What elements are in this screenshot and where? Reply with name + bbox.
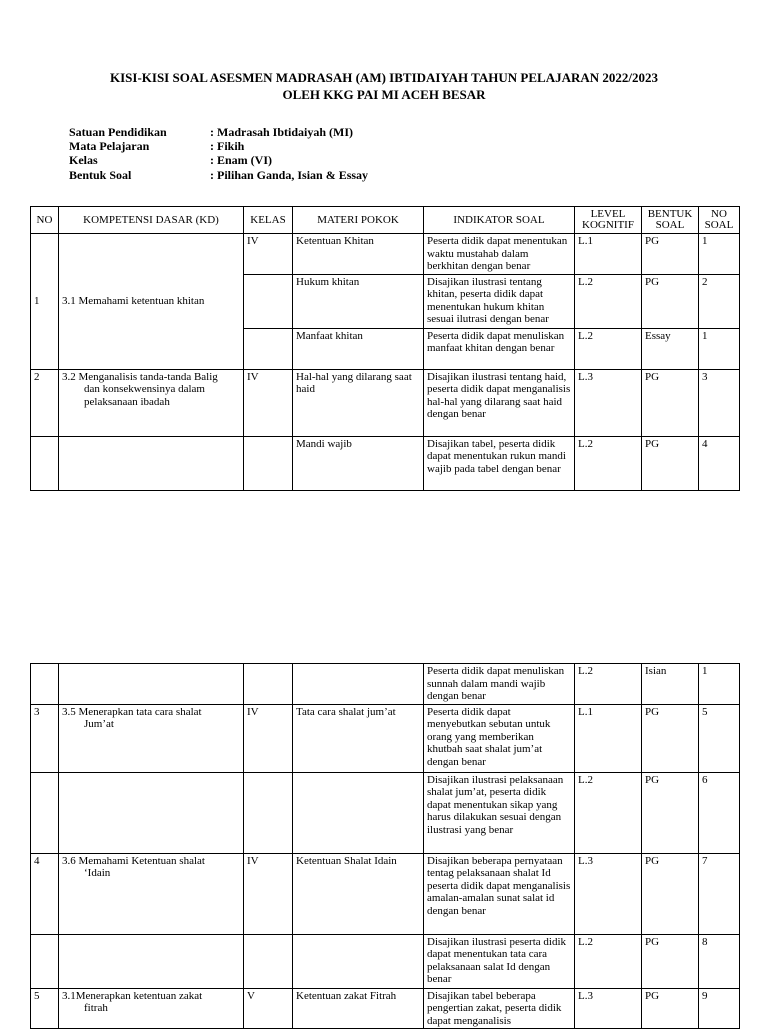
cell-materi: Hal-hal yang dilarang saat haid bbox=[293, 369, 424, 436]
cell-bentuk: Essay bbox=[642, 328, 699, 369]
cell-level: L.2 bbox=[575, 274, 642, 328]
cell-kelas: IV bbox=[244, 853, 293, 934]
cell-level: L.3 bbox=[575, 369, 642, 436]
cell-kelas: IV bbox=[244, 234, 293, 275]
kisi-kisi-table-page2 bbox=[30, 663, 740, 1029]
meta-label-bentuk: Bentuk Soal bbox=[69, 168, 132, 182]
meta-label-satuan: Satuan Pendidikan bbox=[69, 125, 167, 139]
header-indikator: INDIKATOR SOAL bbox=[424, 207, 575, 234]
cell-no: 3 bbox=[31, 704, 59, 772]
cell-materi bbox=[293, 934, 424, 988]
cell-bentuk: PG bbox=[642, 853, 699, 934]
cell-nosoal: 1 bbox=[699, 664, 740, 705]
cell-bentuk: PG bbox=[642, 988, 699, 1029]
meta-label-kelas: Kelas bbox=[69, 153, 98, 167]
cell-materi bbox=[293, 664, 424, 705]
cell-indikator: Disajikan tabel beberapa pengertian zakat, peserta didik dapat menganalisis bbox=[424, 988, 575, 1029]
cell-kelas: IV bbox=[244, 704, 293, 772]
cell-indikator: Disajikan tabel, peserta didik dapat menentukan rukun mandi wajib pada tabel dengan benar bbox=[424, 436, 575, 490]
meta-value-kelas: : Enam (VI) bbox=[210, 153, 272, 167]
cell-bentuk: Isian bbox=[642, 664, 699, 705]
cell-nosoal: 6 bbox=[699, 772, 740, 853]
cell-materi: Manfaat khitan bbox=[293, 328, 424, 369]
cell-indikator: Disajikan ilustrasi tentang khitan, peserta didik dapat menentukan hukum khitan sesuai ilutrasi dengan benar bbox=[424, 274, 575, 328]
table-row bbox=[31, 772, 740, 853]
cell-nosoal: 8 bbox=[699, 934, 740, 988]
cell-indikator: Peserta didik dapat menentukan waktu mustahab dalam berkhitan dengan benar bbox=[424, 234, 575, 275]
cell-kd: 3.1Menerapkan ketentuan zakat fitrah bbox=[59, 988, 244, 1029]
cell-indikator: Disajikan beberapa pernyataan tentag pelaksanaan shalat Id peserta didik dapat menganalisis amalan-amalan sunat salat id dengan benar bbox=[424, 853, 575, 934]
cell-kd: 3.6 Memahami Ketentuan shalat ‘Idain bbox=[59, 853, 244, 934]
table-row bbox=[31, 664, 740, 705]
table-row bbox=[31, 853, 740, 934]
cell-level: L.1 bbox=[575, 704, 642, 772]
cell-no: 5 bbox=[31, 988, 59, 1029]
cell-kelas: IV bbox=[244, 369, 293, 436]
table-row bbox=[31, 234, 740, 275]
cell-kd bbox=[59, 772, 244, 853]
cell-kd bbox=[59, 664, 244, 705]
cell-bentuk: PG bbox=[642, 369, 699, 436]
cell-materi: Tata cara shalat jum’at bbox=[293, 704, 424, 772]
cell-level: L.2 bbox=[575, 328, 642, 369]
cell-nosoal: 4 bbox=[699, 436, 740, 490]
cell-kd bbox=[59, 436, 244, 490]
cell-nosoal: 7 bbox=[699, 853, 740, 934]
cell-bentuk: PG bbox=[642, 772, 699, 853]
cell-indikator: Peserta didik dapat menyebutkan sebutan untuk orang yang memberikan khutbah saat shalat jum’at dengan benar bbox=[424, 704, 575, 772]
cell-bentuk: PG bbox=[642, 704, 699, 772]
cell-kelas bbox=[244, 772, 293, 853]
cell-materi: Ketentuan Shalat Idain bbox=[293, 853, 424, 934]
kisi-kisi-table-page1 bbox=[30, 206, 740, 491]
cell-indikator: Disajikan ilustrasi pelaksanaan shalat jum’at, peserta didik dapat menentukan sikap yang harus dilakukan sesuai dengan ilustrasi yang benar bbox=[424, 772, 575, 853]
cell-kd: 3.2 Menganalisis tanda-tanda Balig dan konsekwensinya dalam pelaksanaan ibadah bbox=[59, 369, 244, 436]
cell-bentuk: PG bbox=[642, 234, 699, 275]
table-row bbox=[31, 988, 740, 1029]
header-materi: MATERI POKOK bbox=[293, 207, 424, 234]
table-row bbox=[31, 369, 740, 436]
cell-level: L.2 bbox=[575, 934, 642, 988]
cell-materi: Mandi wajib bbox=[293, 436, 424, 490]
cell-indikator: Peserta didik dapat menuliskan sunnah dalam mandi wajib dengan benar bbox=[424, 664, 575, 705]
cell-bentuk: PG bbox=[642, 436, 699, 490]
cell-level: L.3 bbox=[575, 988, 642, 1029]
cell-level: L.2 bbox=[575, 436, 642, 490]
table-header-row bbox=[31, 207, 740, 234]
document-subtitle: OLEH KKG PAI MI ACEH BESAR bbox=[282, 87, 486, 102]
table-row bbox=[31, 934, 740, 988]
table-row bbox=[31, 704, 740, 772]
cell-kelas bbox=[244, 934, 293, 988]
cell-level: L.2 bbox=[575, 772, 642, 853]
cell-no: 2 bbox=[31, 369, 59, 436]
cell-nosoal: 1 bbox=[699, 328, 740, 369]
cell-kelas bbox=[244, 664, 293, 705]
cell-level: L.3 bbox=[575, 853, 642, 934]
header-bentuk: BENTUK SOAL bbox=[642, 207, 699, 234]
cell-nosoal: 2 bbox=[699, 274, 740, 328]
cell-nosoal: 9 bbox=[699, 988, 740, 1029]
cell-bentuk: PG bbox=[642, 934, 699, 988]
cell-kelas bbox=[244, 328, 293, 369]
meta-value-mapel: : Fikih bbox=[210, 139, 245, 153]
header-no: NO bbox=[31, 207, 59, 234]
cell-kd bbox=[59, 934, 244, 988]
cell-no bbox=[31, 772, 59, 853]
meta-value-satuan: : Madrasah Ibtidaiyah (MI) bbox=[210, 125, 354, 139]
header-kelas: KELAS bbox=[244, 207, 293, 234]
cell-bentuk: PG bbox=[642, 274, 699, 328]
cell-kelas bbox=[244, 436, 293, 490]
cell-indikator: Disajikan ilustrasi peserta didik dapat menentukan tata cara pelaksanaan salat Id dengan benar bbox=[424, 934, 575, 988]
cell-nosoal: 1 bbox=[699, 234, 740, 275]
cell-indikator: Disajikan ilustrasi tentang haid, peserta didik dapat menganalisis hal-hal yang dilarang saat haid dengan benar bbox=[424, 369, 575, 436]
document-title: KISI-KISI SOAL ASESMEN MADRASAH (AM) IBTIDAIYAH TAHUN PELAJARAN 2022/2023 bbox=[109, 70, 658, 85]
cell-no bbox=[31, 664, 59, 705]
cell-level: L.1 bbox=[575, 234, 642, 275]
cell-no bbox=[31, 934, 59, 988]
meta-value-bentuk: : Pilihan Ganda, Isian & Essay bbox=[210, 168, 369, 182]
cell-indikator: Peserta didik dapat menuliskan manfaat khitan dengan benar bbox=[424, 328, 575, 369]
cell-materi: Ketentuan zakat Fitrah bbox=[293, 988, 424, 1029]
cell-nosoal: 5 bbox=[699, 704, 740, 772]
cell-materi: Hukum khitan bbox=[293, 274, 424, 328]
cell-no: 1 bbox=[31, 234, 59, 370]
header-kd: KOMPETENSI DASAR (KD) bbox=[59, 207, 244, 234]
cell-kd: 3.5 Menerapkan tata cara shalat Jum’at bbox=[59, 704, 244, 772]
cell-kelas: V bbox=[244, 988, 293, 1029]
header-level: LEVEL KOGNITIF bbox=[575, 207, 642, 234]
cell-materi: Ketentuan Khitan bbox=[293, 234, 424, 275]
header-nosoal: NO SOAL bbox=[699, 207, 740, 234]
cell-level: L.2 bbox=[575, 664, 642, 705]
cell-no: 4 bbox=[31, 853, 59, 934]
cell-no bbox=[31, 436, 59, 490]
table-row bbox=[31, 436, 740, 490]
meta-label-mapel: Mata Pelajaran bbox=[69, 139, 150, 153]
cell-materi bbox=[293, 772, 424, 853]
cell-kelas bbox=[244, 274, 293, 328]
cell-kd: 3.1 Memahami ketentuan khitan bbox=[59, 234, 244, 370]
cell-nosoal: 3 bbox=[699, 369, 740, 436]
